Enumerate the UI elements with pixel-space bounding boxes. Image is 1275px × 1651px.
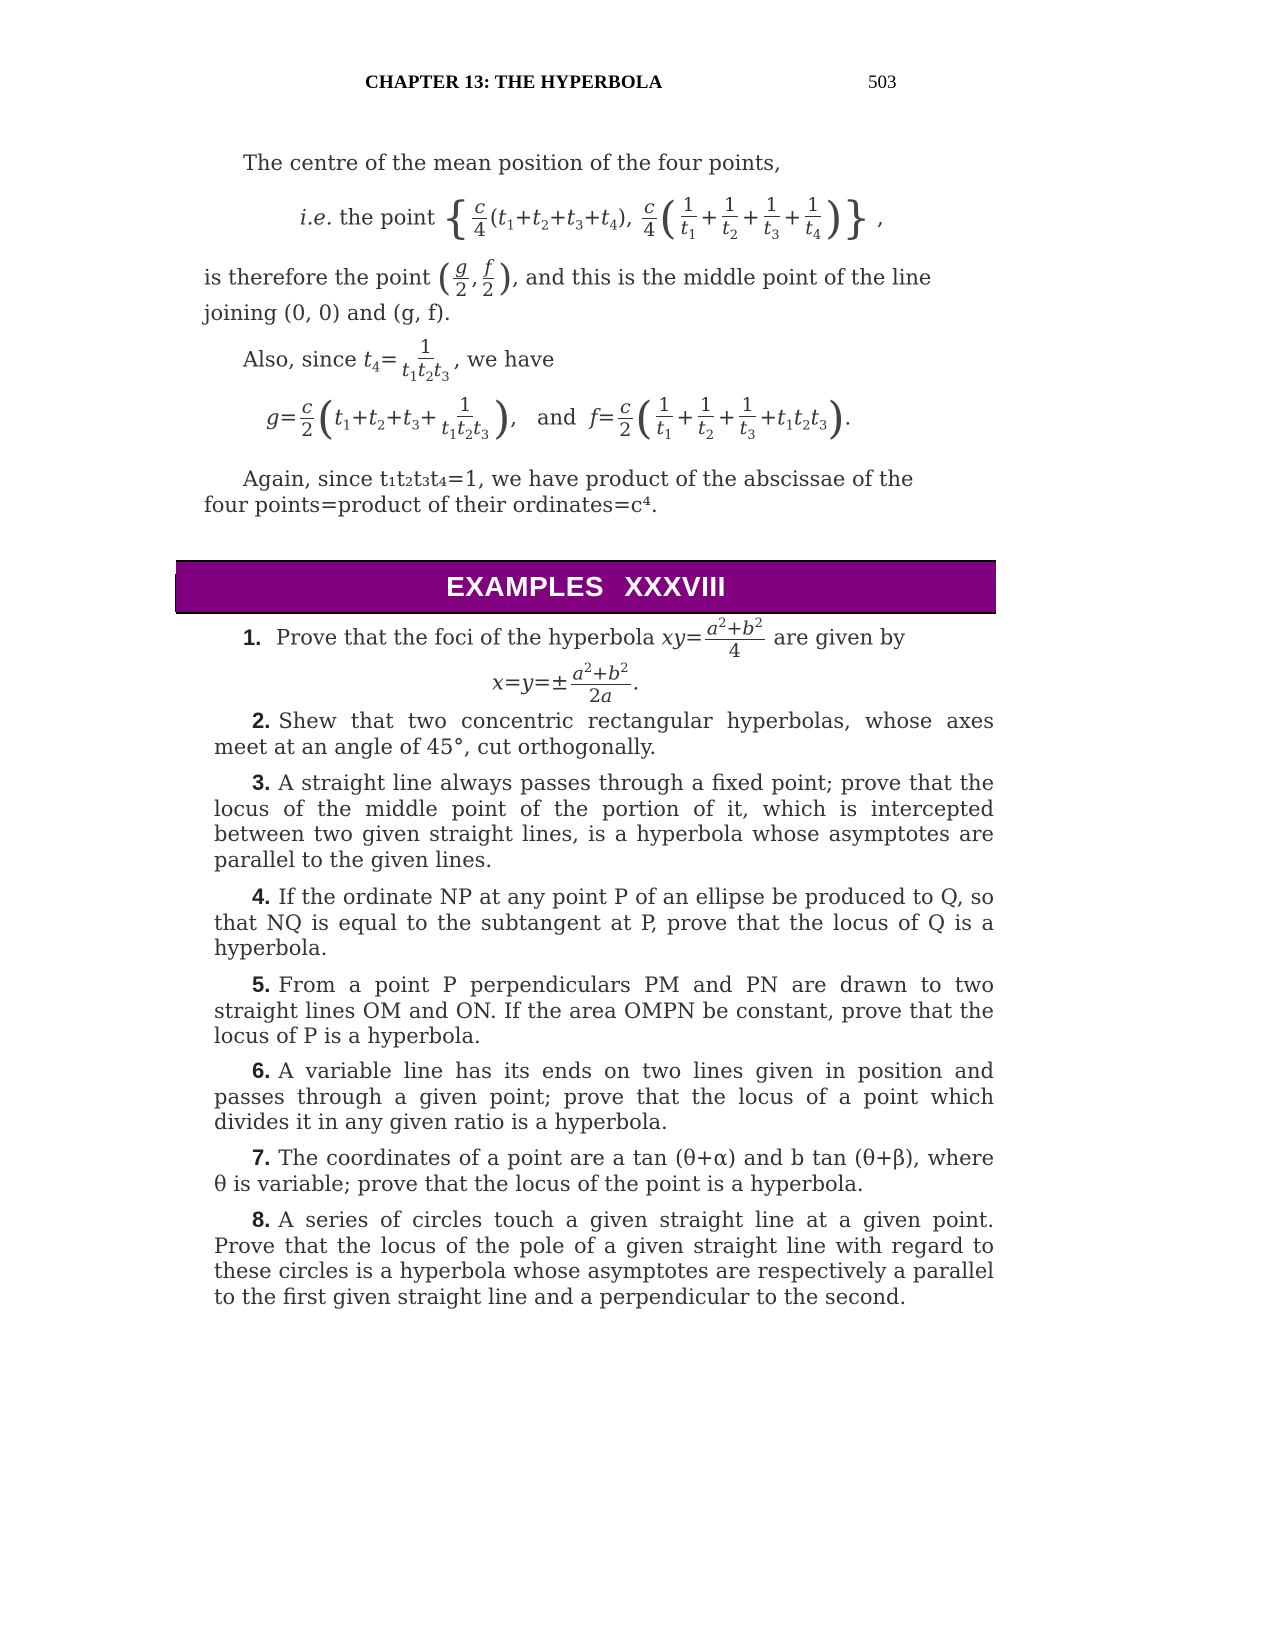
ie-label: i.e.	[300, 205, 333, 230]
example-number: 8.	[252, 1207, 271, 1232]
example-6	[214, 1058, 994, 1136]
text-line-also-since: Also, since $t_4=$ $\frac{1}{t_1t_2t_3}$ , we have	[243, 336, 555, 385]
text-line-joining: joining (0, 0) and (g, f).	[204, 301, 451, 325]
example-number: 4.	[252, 884, 271, 909]
example-1: 1. Prove that the foci of the hyperbola xy= $\frac{a^2+b^2}{4}$ are given by	[243, 616, 906, 663]
example-7	[214, 1145, 994, 1197]
page-number: 503	[868, 72, 897, 93]
example-8	[214, 1207, 994, 1310]
examples-banner-title: EXAMPLES XXXVIII	[446, 571, 726, 602]
example-text-end: are given by	[773, 625, 906, 650]
the-point-label: the point	[339, 205, 436, 230]
example-number: 7.	[252, 1145, 271, 1170]
example-2	[214, 708, 994, 760]
we-have-label: , we have	[453, 347, 555, 372]
equation-g-f: g= $\frac{c}{2}$ ($t_1+t_2+t_3+$ $\frac{1}{t_1t_2t_3}$ ), and f= $\frac{c}{2}$ ( $\frac{1}{t_1}$ + $\frac{1}{t_2}$ + $\frac{1}{t_3}$ $+t_1t_2t_3$).	[266, 392, 852, 444]
example-text: Prove that the foci of the hyperbola	[276, 625, 655, 650]
text-line-centre: The centre of the mean position of the four points,	[243, 151, 781, 175]
example-text: Shew that two concentric rectangular hyperbolas, whose axes meet at an angle of 45°, cut orthogonally.	[214, 709, 994, 759]
example-number: 5.	[252, 972, 271, 997]
example-5	[214, 972, 994, 1050]
text-line-therefore: is therefore the point ( $\frac{g}{2}$ , $\frac{f}{2}$ ), and this is the middle point of the line	[204, 256, 932, 301]
running-head: CHAPTER 13: THE HYPERBOLA	[365, 72, 663, 93]
example-text: From a point P perpendiculars PM and PN are drawn to two straight lines OM and ON. If the area OMPN be constant, prove that the locus of P is a hyperbola.	[214, 973, 994, 1048]
example-text: A straight line always passes through a fixed point; prove that the locus of the middle point of the portion of it, which is intercepted between two given straight lines, is a hyperbola whose asymptotes are parallel to the given lines.	[214, 771, 994, 872]
and-label: and	[537, 405, 577, 430]
text-line-again-1: Again, since t₁t₂t₃t₄=1, we have product of the abscissae of the	[243, 467, 914, 491]
example-number: 1.	[243, 624, 262, 650]
example-text: A variable line has its ends on two lines given in position and passes through a given point; prove that the locus of a point which divides it in any given ratio is a hyperbola.	[214, 1059, 994, 1134]
example-3	[214, 770, 994, 873]
example-text: If the ordinate NP at any point P of an ellipse be produced to Q, so that NQ is equal to the subtangent at P, prove that the locus of Q is a hyperbola.	[214, 885, 994, 960]
example-number: 2.	[252, 708, 271, 733]
is-therefore-label: is therefore the point	[204, 265, 431, 290]
equation-mean-point: i.e. the point { $\frac{c}{4}$ $(t_1+t_2+t_3+t_4)$, $\frac{c}{4}$ ( $\frac{1}{t_1}$ + $\frac{1}{t_2}$ + $\frac{1}{t_3}$ + $\frac{1}{t_4}$ )} ,	[300, 192, 884, 244]
also-since-label: Also, since	[243, 347, 357, 372]
text-line-again-2: four points=product of their ordinates=c⁴.	[204, 493, 658, 517]
examples-banner	[176, 560, 996, 614]
example-text: The coordinates of a point are a tan (θ+α) and b tan (θ+β), where θ is variable; prove that the locus of the point is a hyperbola.	[214, 1146, 994, 1196]
example-4	[214, 884, 994, 962]
example-text: A series of circles touch a given straight line at a given point. Prove that the locus of the pole of a given straight line with regard to these circles is a hyperbola whose asymptotes are respectively a parallel to the first given straight line and a perpendicular to the second.	[214, 1208, 994, 1309]
example-number: 6.	[252, 1058, 271, 1083]
example-1-equation: x=y=± $\frac{a^2+b^2}{2a}$ .	[492, 661, 640, 708]
middle-point-label: , and this is the middle point of the line	[512, 265, 932, 290]
example-number: 3.	[252, 770, 271, 795]
